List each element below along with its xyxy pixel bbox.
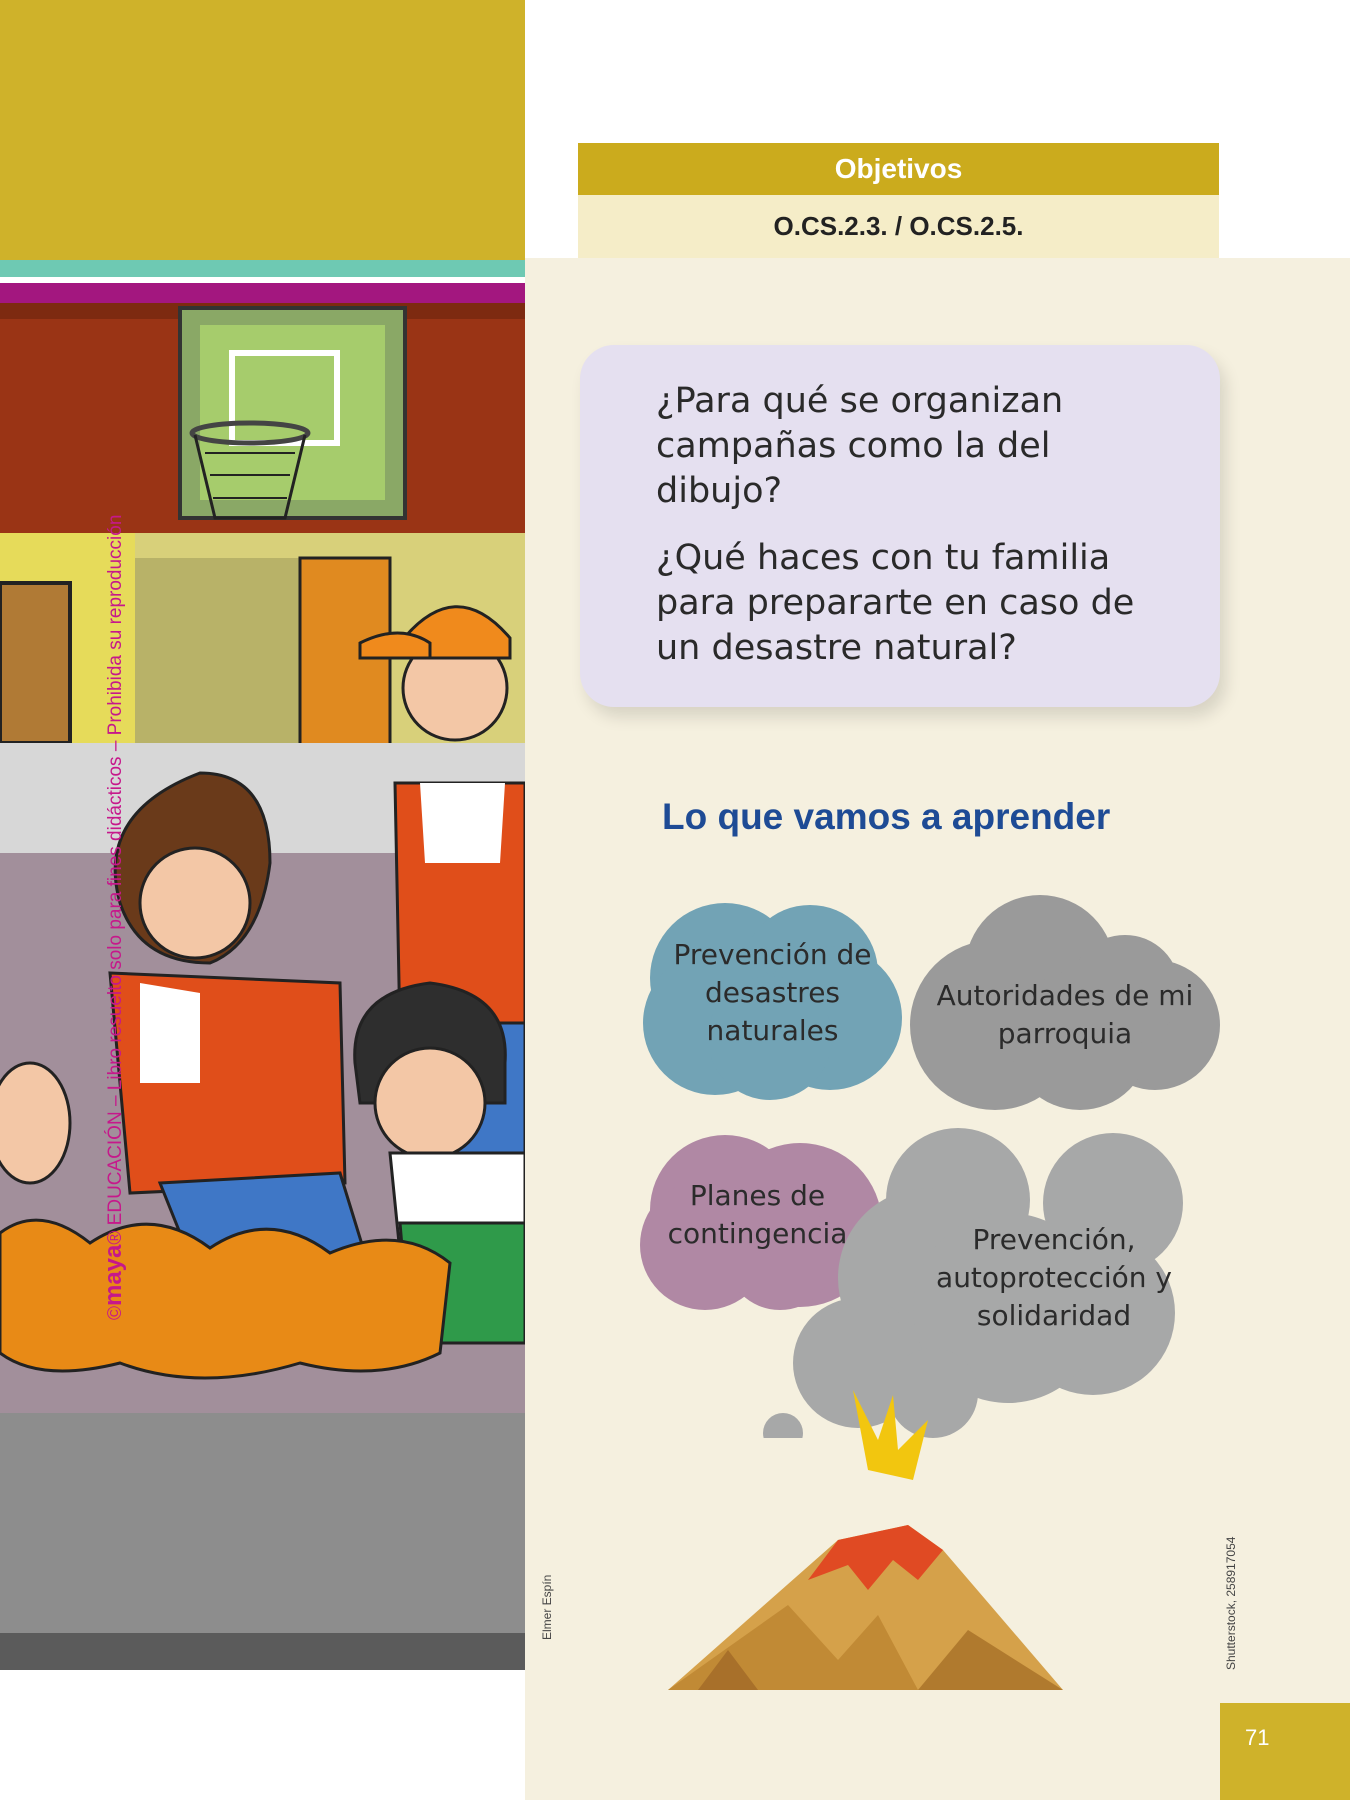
- topic-label-contingency: Planes de contingencia: [667, 1179, 848, 1250]
- volcano-icon: [668, 1390, 1063, 1690]
- watermark-prefix: ©: [105, 1306, 126, 1320]
- illustrator-credit: Elmer Espín: [540, 1574, 554, 1640]
- topic-label-authorities: Autoridades de mi parroquia: [936, 979, 1194, 1050]
- topic-label-prevention: Prevención de desastres naturales: [673, 938, 872, 1047]
- header-color-block: [0, 0, 525, 260]
- topic-label-self-protection: Prevención, autoprotección y solidaridad: [936, 1223, 1172, 1332]
- school-first-aid-illustration: [0, 303, 525, 1670]
- watermark-text: ® EDUCACIÓN – Libro resuelto solo para fines didácticos – Prohibida su reproducción: [105, 514, 126, 1245]
- page-number: 71: [1220, 1703, 1350, 1800]
- topic-cloud-authorities: [910, 895, 1220, 1110]
- topic-cloud-prevention: [640, 903, 905, 1103]
- question-1: ¿Para qué se organizan campañas como la del dibujo?: [656, 381, 1064, 511]
- question-card: [580, 345, 1220, 707]
- teal-stripe: [0, 260, 525, 277]
- stock-credit: Shutterstock, 258917054: [1224, 1536, 1238, 1670]
- objectives-title: Objetivos: [578, 143, 1219, 195]
- question-2: ¿Qué haces con tu familia para prepararte en caso de un desastre natural?: [656, 538, 1135, 668]
- magenta-stripe: [0, 283, 525, 303]
- objectives-codes: O.CS.2.3. / O.CS.2.5.: [578, 195, 1219, 258]
- copyright-watermark: [100, 515, 128, 1320]
- watermark-brand: maya: [100, 1244, 127, 1306]
- learn-heading: Lo que vamos a aprender: [662, 796, 1111, 837]
